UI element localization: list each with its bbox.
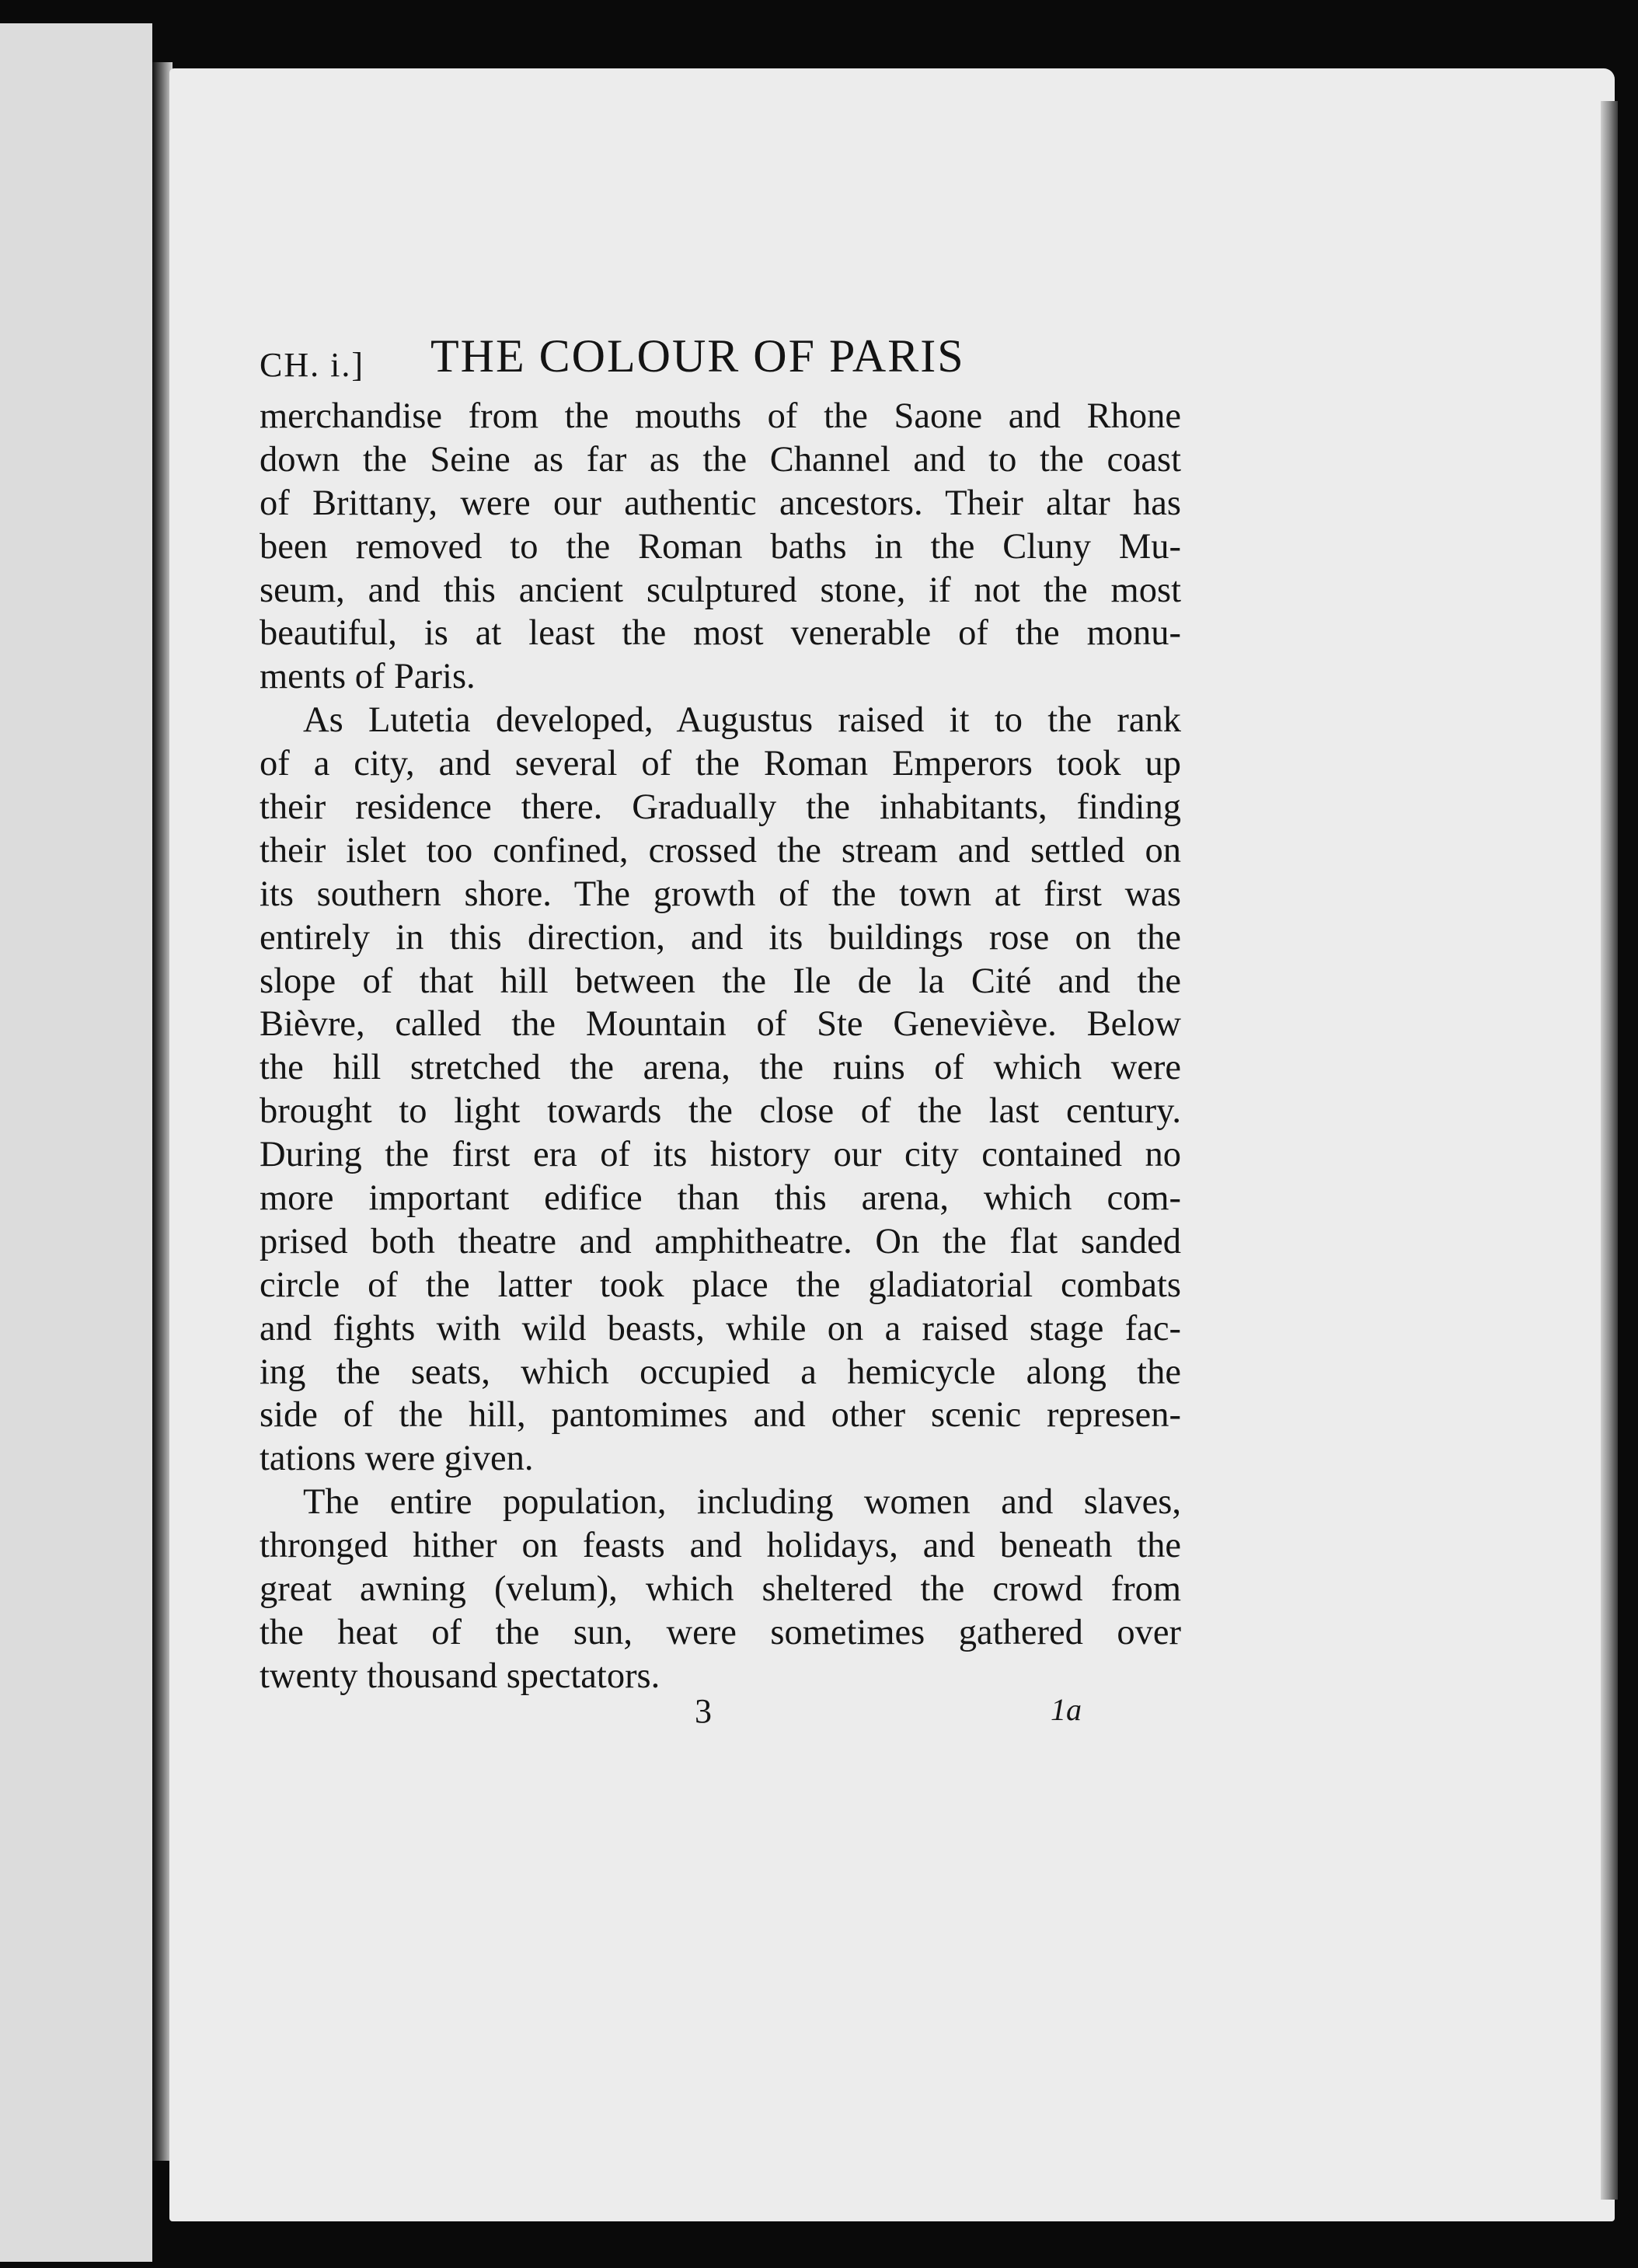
chapter-marker: CH. i.] xyxy=(260,346,364,384)
text-line: beautiful, is at least the most venerable of the monu- xyxy=(260,613,1181,654)
running-header xyxy=(260,330,1192,387)
text-line: ing the seats, which occupied a hemicycle along the xyxy=(260,1352,1181,1392)
page-number: 3 xyxy=(695,1692,712,1730)
page-edge-shadow xyxy=(1601,101,1618,2200)
text-line: entirely in this direction, and its buildings rose on the xyxy=(260,917,1181,958)
text-line: thronged hither on feasts and holidays, and beneath the xyxy=(260,1526,1181,1566)
text-line: more important edifice than this arena, which com- xyxy=(260,1178,1181,1219)
text-line: their islet too confined, crossed the stream and settled on xyxy=(260,830,1181,871)
text-line: seum, and this ancient sculptured stone, if not the most xyxy=(260,570,1181,610)
text-line: slope of that hill between the Ile de la Cité and the xyxy=(260,961,1181,1001)
body-text xyxy=(260,395,1181,1698)
text-line: of Brittany, were our authentic ancestors. Their altar has xyxy=(260,483,1181,523)
text-line: merchandise from the mouths of the Saone and Rhone xyxy=(260,396,1181,436)
text-line: The entire population, including women and slaves, xyxy=(303,1482,1181,1523)
text-line: its southern shore. The growth of the town at first was xyxy=(260,874,1181,914)
text-line: and fights with wild beasts, while on a raised stage fac- xyxy=(260,1308,1181,1349)
text-line: brought to light towards the close of the last century. xyxy=(260,1091,1181,1132)
text-line: the hill stretched the arena, the ruins of which were xyxy=(260,1048,1181,1088)
text-line: of a city, and several of the Roman Emperors took up xyxy=(260,744,1181,784)
text-line: been removed to the Roman baths in the Cluny Mu- xyxy=(260,526,1181,567)
text-line: Bièvre, called the Mountain of Ste Geneviève. Below xyxy=(260,1004,1181,1045)
running-title: THE COLOUR OF PARIS xyxy=(430,330,965,382)
text-line: great awning (velum), which sheltered the crowd from xyxy=(260,1569,1181,1610)
text-line: the heat of the sun, were sometimes gathered over xyxy=(260,1612,1181,1652)
text-line: During the first era of its history our city contained no xyxy=(260,1135,1181,1175)
text-line: twenty thousand spectators. xyxy=(260,1656,660,1696)
text-line: prised both theatre and amphitheatre. On the flat sanded xyxy=(260,1221,1181,1261)
facing-page-edge xyxy=(0,23,152,2262)
text-line: tations were given. xyxy=(260,1439,534,1479)
text-line: ments of Paris. xyxy=(260,657,476,697)
signature-mark: 1a xyxy=(1051,1692,1082,1727)
text-line: side of the hill, pantomimes and other scenic represen- xyxy=(260,1395,1181,1436)
text-line: circle of the latter took place the gladiatorial combats xyxy=(260,1265,1181,1305)
text-line: As Lutetia developed, Augustus raised it to the rank xyxy=(303,700,1181,741)
text-line: their residence there. Gradually the inhabitants, finding xyxy=(260,787,1181,828)
text-line: down the Seine as far as the Channel and to the coast xyxy=(260,439,1181,480)
